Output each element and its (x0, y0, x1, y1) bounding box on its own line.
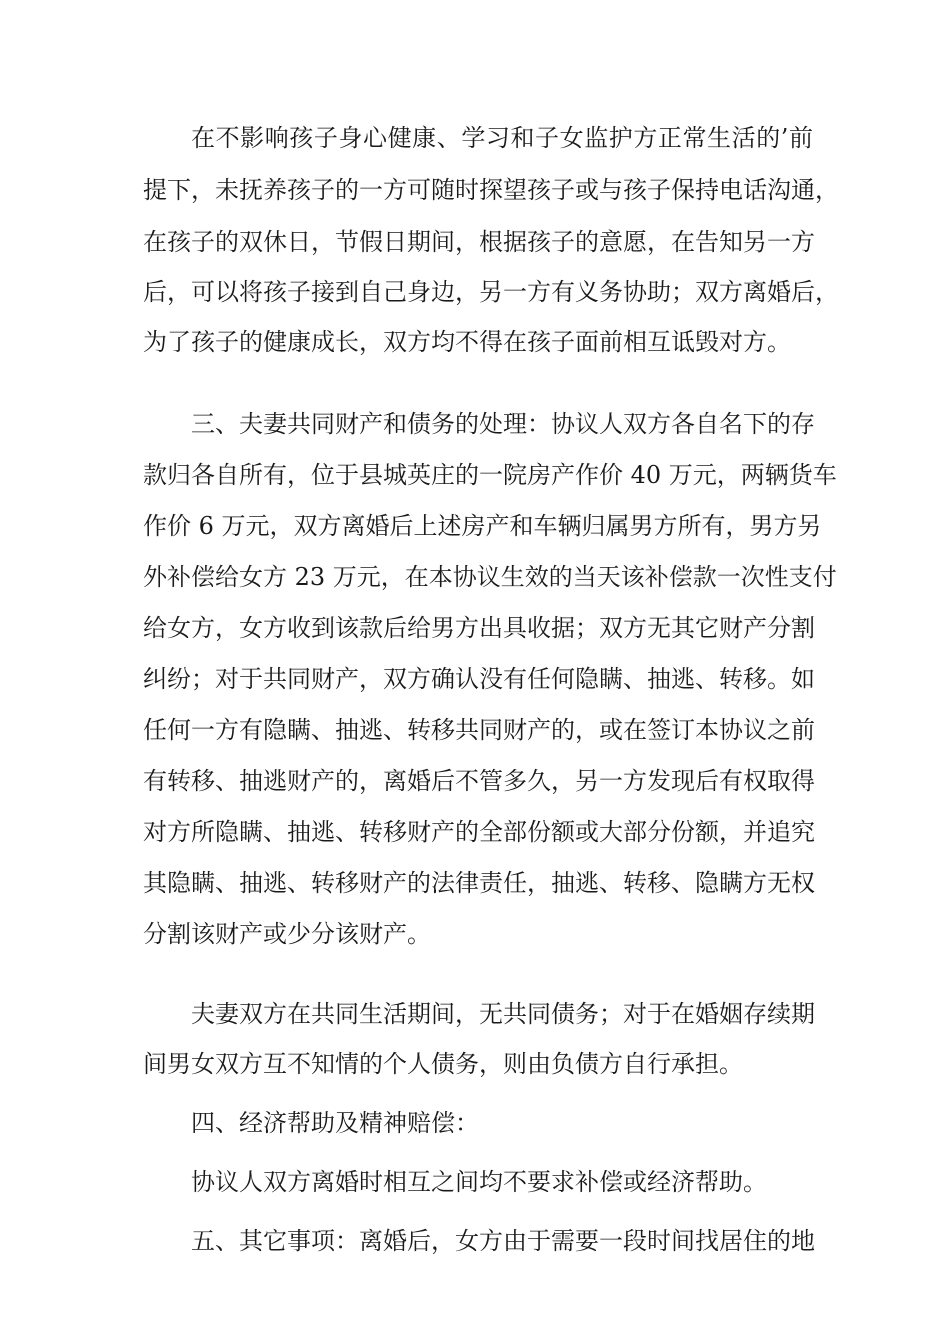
paragraph-line: 在不影响孩子身心健康、学习和子女监护方正常生活的’前 (191, 124, 813, 152)
paragraph-line: 提下，未抚养孩子的一方可随时探望孩子或与孩子保持电话沟通， (143, 176, 839, 204)
paragraph-line: 给女方，女方收到该款后给男方出具收据；双方无其它财产分割 (143, 614, 815, 642)
paragraph-line: 在孩子的双休日，节假日期间，根据孩子的意愿，在告知另一方 (143, 228, 815, 256)
paragraph-line: 后，可以将孩子接到自己身边，另一方有义务协助；双方离婚后， (143, 278, 839, 306)
paragraph-line: 五、其它事项：离婚后，女方由于需要一段时间找居住的地 (191, 1227, 815, 1255)
paragraph-line: 对方所隐瞒、抽逃、转移财产的全部份额或大部分份额，并追究 (143, 818, 815, 846)
paragraph-line: 外补偿给女方 23 万元，在本协议生效的当天该补偿款一次性支付 (143, 563, 837, 591)
paragraph-line: 纠纷；对于共同财产，双方确认没有任何隐瞒、抽逃、转移。如 (143, 665, 815, 693)
paragraph-line: 协议人双方离婚时相互之间均不要求补偿或经济帮助。 (191, 1168, 767, 1196)
paragraph-line: 作价 6 万元，双方离婚后上述房产和车辆归属男方所有，男方另 (143, 512, 822, 540)
paragraph-line: 为了孩子的健康成长，双方均不得在孩子面前相互诋毁对方。 (143, 328, 791, 356)
paragraph-line: 任何一方有隐瞒、抽逃、转移共同财产的，或在签订本协议之前 (143, 716, 815, 744)
paragraph-line: 款归各自所有，位于县城英庄的一院房产作价 40 万元，两辆货车 (143, 461, 837, 489)
paragraph-line: 有转移、抽逃财产的，离婚后不管多久，另一方发现后有权取得 (143, 767, 815, 795)
paragraph-line: 其隐瞒、抽逃、转移财产的法律责任，抽逃、转移、隐瞒方无权 (143, 869, 815, 897)
paragraph-line: 分割该财产或少分该财产。 (143, 920, 431, 948)
paragraph-line: 三、夫妻共同财产和债务的处理：协议人双方各自名下的存 (191, 410, 815, 438)
section-heading: 四、经济帮助及精神赔偿： (191, 1109, 479, 1137)
paragraph-line: 夫妻双方在共同生活期间，无共同债务；对于在婚姻存续期 (191, 1000, 815, 1028)
paragraph-line: 间男女双方互不知情的个人债务，则由负债方自行承担。 (143, 1050, 743, 1078)
